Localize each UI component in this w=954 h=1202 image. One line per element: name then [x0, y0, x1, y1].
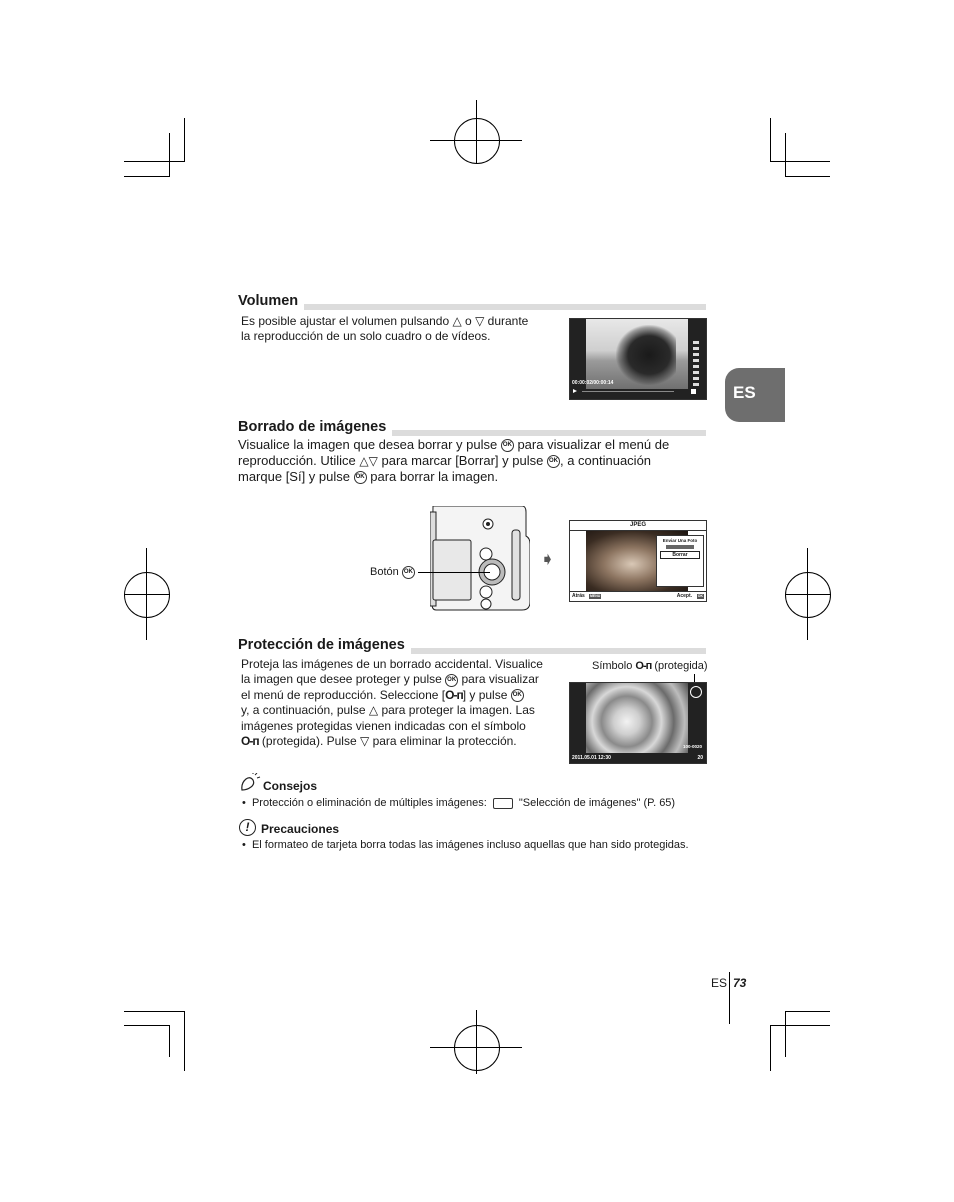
registration-line [476, 1010, 477, 1074]
crop-mark [785, 176, 830, 177]
crop-mark [770, 1025, 830, 1026]
registration-mark [454, 118, 500, 164]
crop-mark [184, 118, 185, 162]
footer-divider [729, 972, 730, 1024]
language-tab [725, 368, 785, 422]
registration-line [146, 548, 147, 640]
volume-heading: Volumen [238, 288, 706, 310]
menu-item-erase[interactable]: Borrar [660, 551, 700, 559]
footer-lang: ES [711, 976, 728, 990]
down-arrow-icon: ▽ [475, 314, 485, 328]
volume-level-bar [693, 341, 699, 387]
crop-mark [124, 161, 184, 162]
registration-line [476, 100, 477, 164]
video-frame [586, 319, 688, 389]
ok-button-icon: OK [445, 674, 458, 687]
crop-mark [169, 133, 170, 177]
up-arrow-icon: △ [452, 314, 462, 328]
ok-button-icon: OK [547, 455, 560, 468]
crop-mark [785, 1011, 830, 1012]
tips-icon [239, 773, 259, 793]
up-arrow-icon: △ [368, 703, 379, 718]
crop-mark [770, 161, 830, 162]
down-arrow-icon: ▽ [368, 454, 378, 468]
erase-screen [569, 520, 707, 602]
ok-button-icon: OK [511, 689, 524, 702]
registration-mark [454, 1025, 500, 1071]
file-number: 100-0020 [682, 744, 702, 749]
crop-mark [785, 1011, 786, 1057]
erase-footer [570, 591, 706, 601]
down-arrow-icon: ▽ [359, 734, 370, 749]
playback-menu [656, 535, 704, 587]
protect-screen [569, 682, 707, 764]
ok-key-badge: OK [697, 594, 703, 598]
play-icon [573, 389, 577, 393]
crop-mark [785, 133, 786, 177]
crop-mark [770, 1025, 771, 1071]
capture-date: 2011.05.01 12:30 [572, 755, 611, 761]
menu-item-send-photo[interactable]: Enviar Una Foto [662, 538, 698, 543]
registration-line [807, 548, 808, 640]
menu-title: JPEG [570, 521, 706, 531]
crop-mark [169, 1025, 170, 1057]
protect-key-icon: O-п [445, 687, 463, 702]
volume-text: Es posible ajustar el volumen pulsando △ o ▽ durante la reproducción de un solo cuadro o de vídeos. [241, 314, 529, 344]
language-tab-label: ES [733, 383, 756, 402]
crop-mark [124, 1025, 170, 1026]
protect-heading: Protección de imágenes [238, 632, 706, 654]
registration-mark [124, 572, 170, 618]
protect-key-icon: O-п [241, 734, 259, 749]
cautions-heading: Precauciones [261, 822, 340, 836]
progress-bar [582, 391, 674, 392]
flower-photo [586, 683, 688, 753]
up-arrow-icon: △ [359, 454, 369, 468]
tips-item: • Protección o eliminación de múltiples imágenes: "Selección de imágenes" (P. 65) [242, 797, 676, 809]
ok-button-callout-line [418, 572, 490, 573]
registration-line [785, 594, 831, 595]
timecode: 00:00:02/00:00:14 [572, 380, 614, 386]
tips-heading: Consejos [263, 779, 318, 793]
menu-key-badge: MENU [590, 594, 601, 598]
reference-hand-icon [493, 798, 513, 809]
print-order-icon [666, 545, 694, 549]
caution-icon: ! [239, 819, 256, 836]
arrow-icon: ➧ [540, 549, 556, 569]
crop-mark [124, 176, 170, 177]
ok-button-icon: OK [501, 439, 514, 452]
protect-text: Proteja las imágenes de un borrado accidental. Visualice la imagen que desee proteger y pulse OK para visualizar el menú de reproducción. Seleccione [O-п] y pulse OK y, a continuación, pulse △ para proteger la imagen. Las imágenes protegidas vienen indicadas con el símbolo O-п (protegida). Pulse ▽ para eliminar la protección. [241, 657, 543, 749]
ok-button-callout: Botón OK [370, 566, 413, 578]
page-number: 73 [733, 976, 747, 990]
speaker-icon [691, 389, 696, 394]
registration-line [124, 594, 170, 595]
ok-label[interactable]: Acept. [676, 593, 692, 599]
back-label[interactable]: Atrás [572, 593, 585, 599]
crop-mark [124, 1011, 184, 1012]
frame-number: 20 [697, 755, 703, 761]
ok-button-icon: OK [354, 471, 367, 484]
erase-heading: Borrado de imágenes [238, 414, 706, 436]
crop-mark [770, 118, 771, 162]
protect-indicator-icon [690, 686, 702, 698]
registration-mark [785, 572, 831, 618]
camera-illustration [430, 506, 530, 616]
volume-screen [569, 318, 707, 400]
crop-mark [184, 1011, 185, 1071]
ok-button-icon: OK [402, 566, 415, 579]
protect-key-icon: O-п [635, 660, 652, 672]
camera-back-svg [430, 506, 530, 616]
cautions-item: • El formateo de tarjeta borra todas las imágenes incluso aquellas que han sido protegidas. [242, 839, 689, 851]
erase-text: Visualice la imagen que desea borrar y pulse OK para visualizar el menú de reproducción. Utilice △▽ para marcar [Borrar] y pulse OK , a continuación marque [Sí] y pulse OK para borrar la imagen. [238, 437, 670, 484]
protect-symbol-callout: Símbolo O-п (protegida) [592, 660, 708, 672]
